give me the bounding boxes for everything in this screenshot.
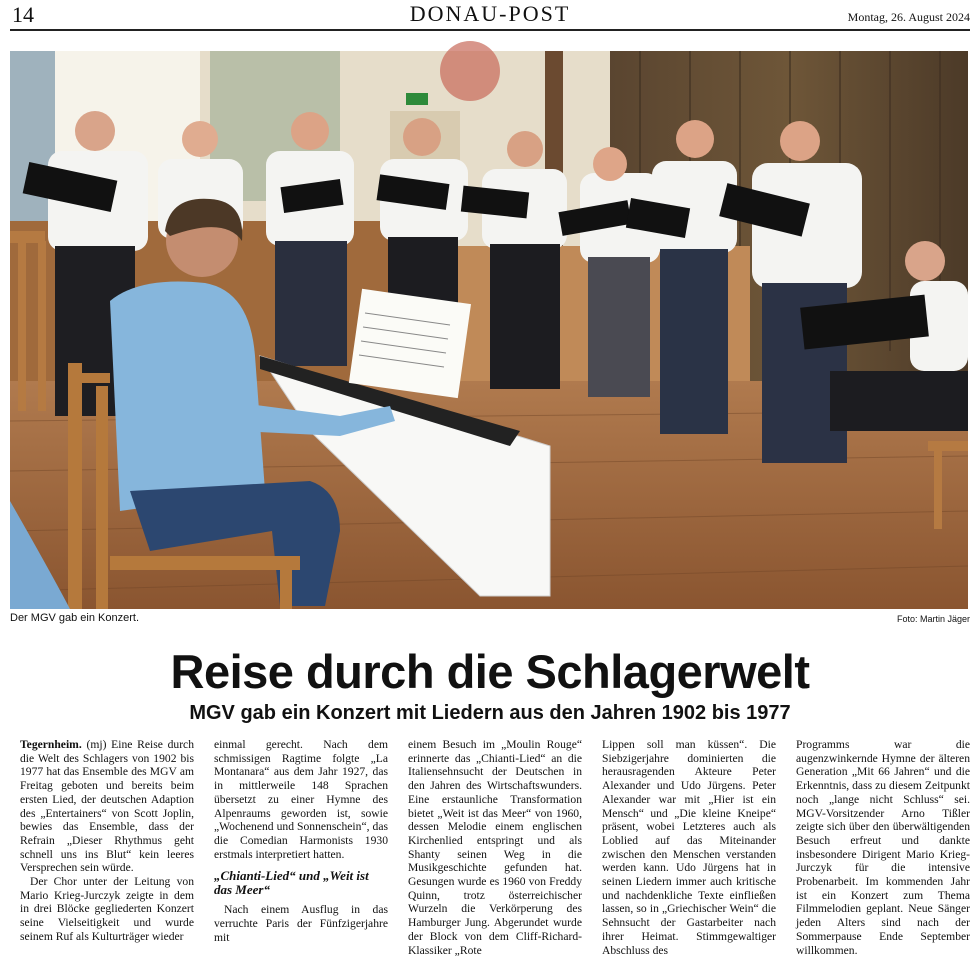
paragraph: einmal gerecht. Nach dem schmissigen Ragtime folgte „La Montanara“ aus dem Jahr 1927, das in mittlerweile 148 Sprachen übersetzt zu einer Hymne des Alpenraums geworden ist, sowie „Wochenend und Sonnenschein“, das die Comedian Harmonists 1930 erstmals interpretiert hatten. (214, 738, 388, 861)
headline: Reise durch die Schlagerwelt (170, 645, 810, 698)
dateline: Tegernheim. (20, 738, 82, 751)
subheadline: MGV gab ein Konzert mit Liedern aus den Jahren 1902 bis 1977 (189, 702, 791, 724)
photo-caption-row (10, 612, 970, 626)
masthead-rule (10, 29, 970, 31)
issue-date: Montag, 26. August 2024 (847, 10, 970, 24)
article-column-2 (214, 738, 388, 944)
article-body (20, 738, 970, 957)
masthead (0, 0, 980, 32)
article-column-5 (796, 738, 970, 957)
page-number: 14 (12, 2, 34, 27)
newspaper-name: DONAU-POST (409, 1, 571, 26)
paragraph: Programms war die augenzwinkernde Hymne der älteren Generation „Mit 66 Jahren“ und die Erkenntnis, dass zu diesem Zeitpunkt noch „lange nicht Schluss“ sei. MGV-Vorsitzender Arno Tißler zeigte sich über den überwältigenden Besuch erfreut und dankte insbesondere Dirigent Mario Krieg-Jurczyk für die intensive Probenarbeit. Im kommenden Jahr ist ein Konzert zum Thema Filmmelodien geplant. Neue Sänger jeden Alters sind nach der Sommerpause Ende September willkommen. (796, 738, 970, 957)
photo-caption: Der MGV gab ein Konzert. (10, 612, 140, 624)
article-column-4 (602, 738, 776, 957)
paragraph: Nach einem Ausflug in das verruchte Paris der Fünfzigerjahre mit (214, 903, 388, 944)
section-subhead: „Chianti-Lied“ und „Weit ist das Meer“ (214, 868, 369, 898)
article-column-3 (408, 738, 582, 957)
article-column-1 (20, 738, 194, 944)
paragraph: einem Besuch im „Moulin Rouge“ erinnerte das „Chianti-Lied“ an die Italiensehnsucht der Deutschen in den Jahren des Wirtschaftswunders. Eine erstaunliche Transformation bietet „Weit ist das Meer“ von 1960, dessen Melodie einem englischen Kirchenlied entspringt und als Shanty seinen Weg in die Musikgeschichte gefunden hat. Gesungen wurde es 1960 von Freddy Quinn, trotz österreichischer Wurzeln die Verkörperung des Hamburger Jung. Abgerundet wurde der Block von dem Cliff-Richard-Klassiker „Rote (408, 738, 582, 957)
photo-credit: Foto: Martin Jäger (896, 614, 970, 624)
paragraph (20, 738, 194, 875)
paragraph: Der Chor unter der Leitung von Mario Krieg-Jurczyk zeigte in dem in drei Blöcke gegliederten Konzert seine Vielseitigkeit und wurde seinem Ruf als Kulturträger wieder (20, 875, 194, 943)
concert-photo (10, 51, 968, 609)
paragraph: Lippen soll man küssen“. Die Siebzigerjahre dominierten die herausragenden Akteure Peter Alexander und Udo Jürgens. Peter Alexander war mit „Hier ist ein Mensch“ und „Die kleine Kneipe“ präsent, wobei Letzteres auch als Loblied auf das Miteinander zwischen den Menschen verstanden werden kann. Udo Jürgens hat in seinen Liedern immer auch kritische und nachdenkliche Texte einfließen lassen, so in „Griechischer Wein“ die Sehnsucht der Gastarbeiter nach ihrer Heimat. Stimmgewaltiger Abschluss des (602, 738, 776, 957)
paragraph-text: (mj) Eine Reise durch die Welt des Schlagers von 1902 bis 1977 hat das Ensemble des MGV am Freitag geboten und bereits beim ersten Lied, der deutschen Adaption des „Entertainers“ von Scott Joplin, bewies das Ensemble, dass der Refrain „Dieser Rhythmus geht schnell uns ins Blut“ kein leeres Versprechen sein würde. (20, 738, 194, 875)
